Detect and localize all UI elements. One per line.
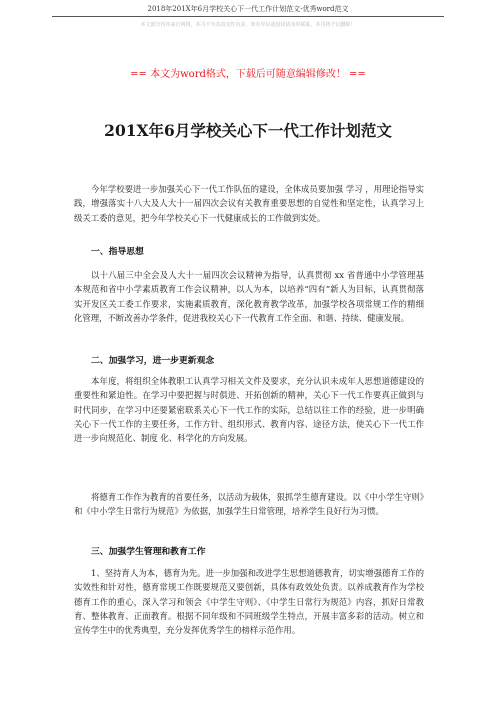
section-1-paragraph-1: 以十八届三中全会及人大十一届四次会议精神为指导，认真贯彻 xx 省普通中小学管理基本规范和省中小学素质教育工作会议精神，以人为本，以培养“四有”新人为目标，认真贯彻落实开发区关工委工作要求，实施素质教育，深化教育教学改革，加强学校各项常规工作的精细化管理，不断改善办学条件，促进我校关心下一代教育工作全面、和谐、持续、健康发展。 xyxy=(74,270,424,323)
section-heading-1: 一、指导思想 xyxy=(91,247,144,257)
section-2-paragraph-2: 将德育工作作为教育的首要任务，以活动为载体，狠抓学生德育建设。以《中小学生守则》和《中小学生日常行为规范》为依据，加强学生日常管理，培养学生良好行为习惯。 xyxy=(74,492,424,517)
editable-notice: == 本文为word格式，下载后可随意编辑修改！ == xyxy=(130,69,366,80)
section-heading-3: 三、加强学生管理和教育工作 xyxy=(91,547,206,557)
intro-paragraph: 今年学校要进一步加强关心下一代工作队伍的建设，全体成员要加强 学习 ，用理论指导实践，增强落实十八大及人大十一届四次会议有关教育重要思想的自觉性和坚定性，认真学习上级关工委的意见，把今年学校关心下一代健康成长的工作做到实处。 xyxy=(74,184,424,223)
section-heading-2: 二、加强学习，进一步更新观念 xyxy=(91,356,215,366)
section-2-paragraph-1: 本年度，将组织全体教职工认真学习相关文件及要求，充分认识未成年人思想道德建设的重要性和紧迫性。在学习中要把握与时俱进、开拓创新的精神，关心下一代工作要真正做到与时代同步，在学习中还要紧密联系关心下一代工作的实际，总结以往工作的经验，进一步明确关心下一代工作的主要任务，工作方针、组织形式、教育内容、途径方法，使关心下一代工作进一步向规范化、制度 化、科学化的方向发展。 xyxy=(74,376,424,444)
section-3-paragraph-1: 1、坚持育人为本，德育为先。进一步加强和改进学生思想道德教育，切实增强德育工作的实效性和针对性，德育常规工作既要规范又要创新，具体有政效处负责。以养成教育作为学校德育工作的重心，深入学习和领会《中学生守则》、《中学生日常行为规范》内容，抓好日常教育、整体教育、正面教育。根据不同年级和不同班级学生特点，开展丰富多彩的活动。树立和宣传学生中的优秀典型，充分发挥优秀学生的榜样示范作用。 xyxy=(74,568,424,636)
header-divider xyxy=(52,16,444,17)
page-header xyxy=(0,0,496,34)
disclaimer-note: 本文部分内容来自网络，本司不为其真实性负责，如有异议或侵权请及时联系，本司将予以删除！ xyxy=(140,22,356,28)
document-title: 201X年6月学校关心下一代工作计划范文 xyxy=(104,121,392,140)
header-title: 2018年201X年6月学校关心下一代工作计划范文-优秀word范文 xyxy=(147,5,349,13)
